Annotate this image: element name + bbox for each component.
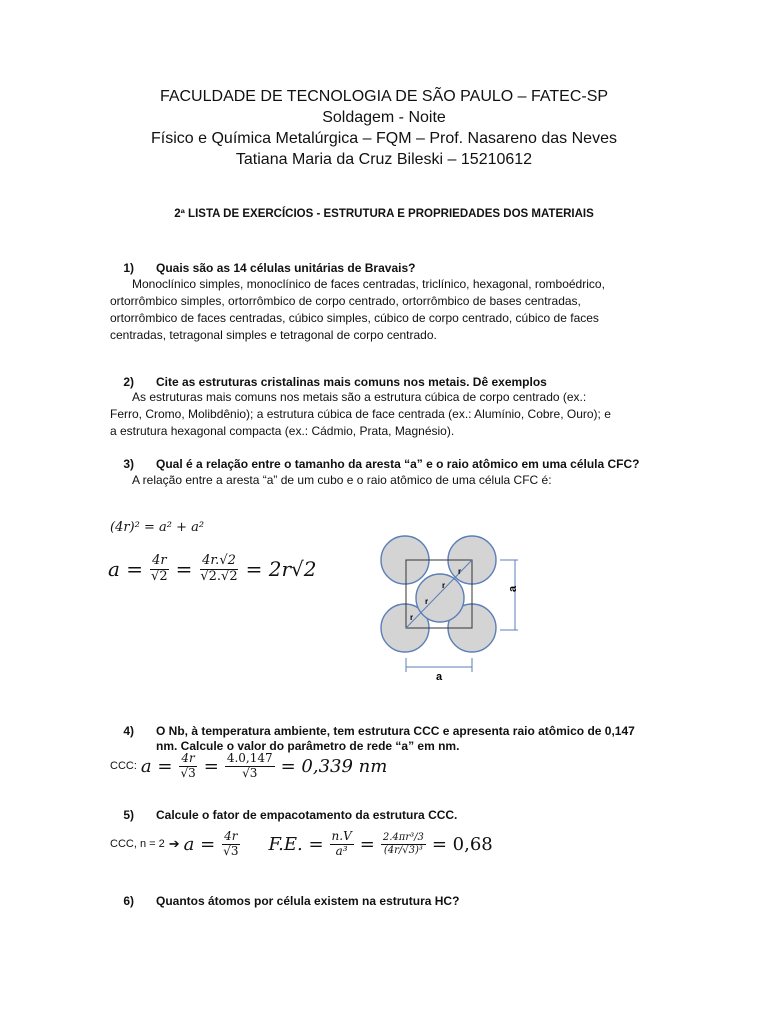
numerator: 4r.√2: [202, 553, 236, 568]
numerator: 2.4πr³/3: [382, 832, 424, 844]
question-text: Quantos átomos por célula existem na estrutura HC?: [156, 894, 460, 908]
question-5: [108, 808, 457, 822]
answer-1: [110, 276, 670, 344]
question-3: [108, 457, 640, 471]
question-4: [108, 724, 635, 738]
answer-3: A relação entre a aresta “a” de um cubo e o raio atômico de uma célula CFC é:: [132, 473, 552, 487]
question-4-continuation: nm. Calcule o valor do parâmetro de rede “a” em nm.: [156, 739, 460, 753]
equals-sign: =: [359, 833, 375, 855]
fraction: [381, 832, 426, 856]
answer-line: ortorrômbico simples, ortorrômbico de corpo centrado, ortorrômbico de bases centradas,: [110, 294, 581, 308]
question-text: Quais são as 14 células unitárias de Bravais?: [156, 261, 416, 275]
numerator: 4r: [181, 751, 195, 765]
question-text: O Nb, à temperatura ambiente, tem estrutura CCC e apresenta raio atômico de 0,147: [156, 724, 635, 738]
arrow-icon: ➔: [168, 836, 180, 852]
equation-edge-cfc: [108, 554, 317, 585]
numerator: n.V: [331, 829, 352, 843]
equation-rhs: = 0,68: [431, 833, 493, 855]
denominator: √2: [151, 568, 168, 584]
fraction: [178, 752, 197, 781]
radius-label: r: [458, 567, 462, 576]
question-text: Cite as estruturas cristalinas mais comuns nos metais. Dê exemplos: [156, 375, 547, 389]
equation-rhs: = 2r√2: [245, 557, 317, 582]
question-number: 1): [123, 261, 134, 275]
question-text: Qual é a relação entre o tamanho da aresta “a” e o raio atômico em uma célula CFC?: [156, 457, 640, 471]
answer-line: a estrutura hexagonal compacta (ex.: Cádmio, Prata, Magnésio).: [110, 424, 455, 438]
structure-prefix: CCC, n = 2: [110, 838, 165, 851]
equation-lhs: a =: [183, 833, 216, 855]
question-1: [108, 261, 415, 275]
question-number: 4): [123, 724, 134, 738]
equals-sign: =: [175, 557, 193, 582]
question-6: [108, 894, 459, 908]
radius-label: r: [410, 613, 414, 622]
header-institution: FACULDADE DE TECNOLOGIA DE SÃO PAULO – FATEC-SP: [159, 88, 609, 105]
question-number: 3): [123, 457, 134, 471]
denominator: √3: [242, 765, 258, 780]
radius-label: r: [425, 597, 429, 606]
fraction: [225, 752, 275, 781]
denominator: √3: [180, 765, 196, 780]
answer-line: Monoclínico simples, monoclínico de faces centradas, triclínico, hexagonal, romboédrico,: [132, 277, 605, 291]
fraction: [330, 830, 354, 859]
numerator: 4r: [152, 553, 167, 568]
cfc-face-diagram: [380, 530, 530, 690]
question-2: [108, 375, 547, 389]
exercise-list-title: 2ª LISTA DE EXERCÍCIOS - ESTRUTURA E PROPRIEDADES DOS MATERIAIS: [174, 208, 594, 220]
question-number: 5): [123, 808, 134, 822]
structure-prefix: CCC:: [110, 760, 137, 773]
question-number: 6): [123, 894, 134, 908]
radius-label: r: [442, 581, 446, 590]
fraction: [221, 830, 240, 859]
answer-line: As estruturas mais comuns nos metais são a estrutura cúbica de corpo centrado (ex.:: [132, 390, 587, 404]
packing-factor-label: F.E. =: [268, 833, 324, 855]
question-number: 2): [123, 375, 134, 389]
fraction: [198, 554, 239, 585]
numerator: 4.0,147: [226, 751, 273, 765]
equation-lhs: a =: [108, 557, 144, 582]
denominator: a³: [335, 843, 348, 858]
header-discipline: Físico e Química Metalúrgica – FQM – Prof. Nasareno das Neves: [151, 130, 617, 147]
equation-packing-factor: [110, 830, 493, 859]
denominator: (4r/√3)³: [383, 844, 423, 856]
numerator: 4r: [224, 829, 238, 843]
equation-rhs: = 0,339 nm: [280, 755, 388, 777]
answer-line: Ferro, Cromo, Molibdênio); a estrutura cúbica de face centrada (ex.: Alumínio, Cobre, Ouro); e: [110, 407, 611, 421]
equation-pythagoras: (4r)² = a² + a²: [110, 520, 205, 535]
denominator: √2.√2: [200, 568, 238, 584]
denominator: √3: [223, 843, 239, 858]
equation-nb-lattice: [110, 752, 387, 781]
answer-2: [110, 389, 670, 440]
side-length-label: a: [507, 585, 519, 592]
fraction: [149, 554, 170, 585]
bottom-length-label: a: [436, 671, 443, 683]
answer-line: ortorrômbico de faces centradas, cúbico simples, cúbico de corpo centrado, cúbico de faces: [110, 311, 599, 325]
equals-sign: =: [203, 755, 219, 777]
equation-lhs: a =: [140, 755, 173, 777]
atom-face-center: [416, 574, 464, 622]
question-text: Calcule o fator de empacotamento da estrutura CCC.: [156, 808, 458, 822]
header-course: Soldagem - Noite: [322, 109, 446, 126]
header-student: Tatiana Maria da Cruz Bileski – 15210612: [235, 151, 533, 168]
answer-line: centradas, tetragonal simples e tetragonal de corpo centrado.: [110, 328, 437, 342]
